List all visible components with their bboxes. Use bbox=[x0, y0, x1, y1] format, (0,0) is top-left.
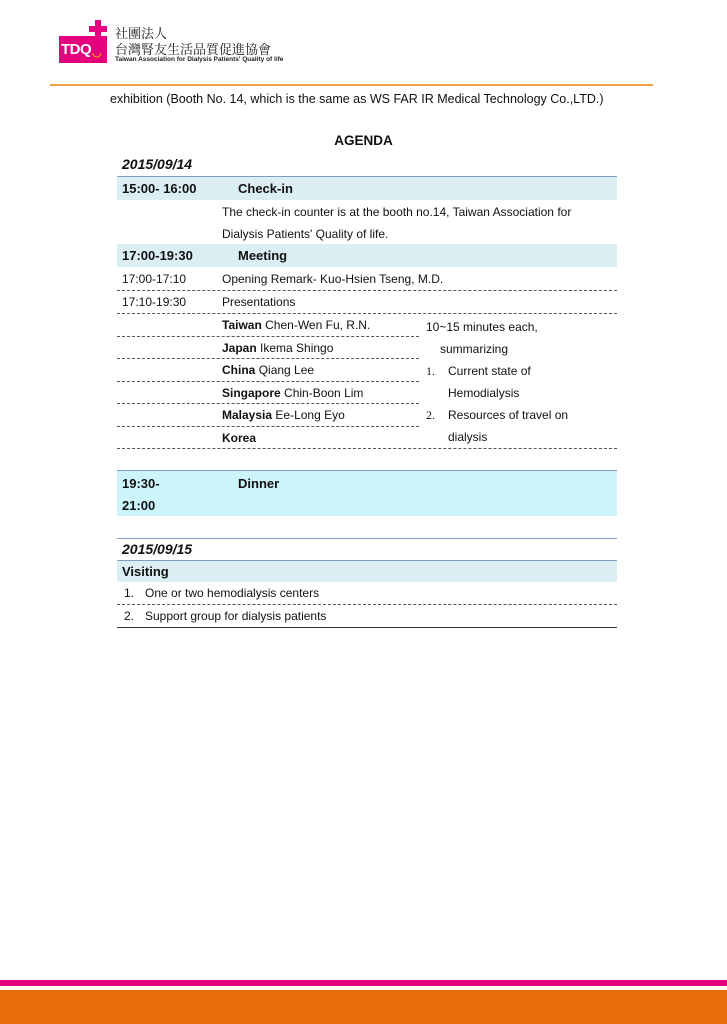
visiting-title: Visiting bbox=[122, 564, 169, 579]
org-name-en: Taiwan Association for Dialysis Patients' Quality of life bbox=[115, 56, 284, 63]
presenter: Taiwan Chen-Wen Fu, R.N. bbox=[222, 318, 371, 332]
row-time: 17:10-19:30 bbox=[122, 295, 187, 309]
divider bbox=[117, 313, 617, 314]
visiting-band bbox=[117, 561, 617, 582]
dinner-band bbox=[117, 471, 617, 516]
header-divider bbox=[50, 84, 653, 86]
divider bbox=[117, 290, 617, 291]
list-number: 1. bbox=[426, 364, 435, 378]
list-number: 2. bbox=[426, 408, 435, 422]
org-name-zh-line1: 社團法人 bbox=[115, 26, 168, 41]
day1-date: 2015/09/14 bbox=[122, 156, 193, 172]
presenter: Japan Ikema Shingo bbox=[222, 341, 334, 355]
presenter: China Qiang Lee bbox=[222, 363, 315, 377]
visit-item: One or two hemodialysis centers bbox=[145, 586, 320, 600]
checkin-time: 15:00- 16:00 bbox=[122, 181, 197, 196]
intro-text: exhibition (Booth No. 14, which is the same as WS FAR IR Medical Technology Co.,LTD.) bbox=[110, 92, 604, 106]
row-text: Opening Remark- Kuo-Hsien Tseng, M.D. bbox=[222, 272, 444, 286]
dinner-title: Dinner bbox=[238, 476, 280, 491]
row-text: Presentations bbox=[222, 295, 296, 309]
org-name-zh-line2: 台灣腎友生活品質促進協會 bbox=[115, 42, 272, 57]
divider bbox=[117, 403, 419, 404]
footer-pink-stripe bbox=[0, 980, 727, 986]
cross-icon bbox=[88, 19, 108, 39]
divider bbox=[117, 381, 419, 382]
list-number: 2. bbox=[124, 609, 135, 623]
dinner-time-end: 21:00 bbox=[122, 498, 156, 513]
divider bbox=[117, 336, 419, 337]
presentation-note: 10~15 minutes each, bbox=[426, 320, 538, 334]
list-text: dialysis bbox=[448, 430, 488, 444]
footer-orange-bar bbox=[0, 990, 727, 1024]
visit-item: Support group for dialysis patients bbox=[145, 609, 327, 623]
list-number: 1. bbox=[124, 586, 135, 600]
divider bbox=[117, 627, 617, 628]
checkin-desc-1: The check-in counter is at the booth no.14, Taiwan Association for bbox=[222, 205, 572, 219]
checkin-desc-2: Dialysis Patients' Quality of life. bbox=[222, 227, 389, 241]
divider bbox=[117, 448, 617, 449]
smile-icon: ◡ bbox=[92, 47, 102, 59]
agenda-title: AGENDA bbox=[334, 133, 393, 148]
divider bbox=[117, 604, 617, 605]
divider bbox=[117, 538, 617, 539]
day2-date: 2015/09/15 bbox=[122, 541, 193, 557]
presenter: Singapore Chin-Boon Lim bbox=[222, 386, 364, 400]
meeting-time: 17:00-19:30 bbox=[122, 248, 193, 263]
divider bbox=[117, 426, 419, 427]
list-text: Current state of bbox=[448, 364, 531, 378]
row-time: 17:00-17:10 bbox=[122, 272, 187, 286]
list-text: Resources of travel on bbox=[448, 408, 569, 422]
presenter: Malaysia Ee-Long Eyo bbox=[222, 408, 345, 422]
dinner-time-start: 19:30- bbox=[122, 476, 160, 491]
meeting-title: Meeting bbox=[238, 248, 288, 263]
presentation-note: summarizing bbox=[440, 342, 509, 356]
list-text: Hemodialysis bbox=[448, 386, 520, 400]
divider bbox=[117, 358, 419, 359]
presenter: Korea bbox=[222, 431, 257, 445]
logo-text: TDQ bbox=[61, 41, 92, 58]
checkin-title: Check-in bbox=[238, 181, 293, 196]
